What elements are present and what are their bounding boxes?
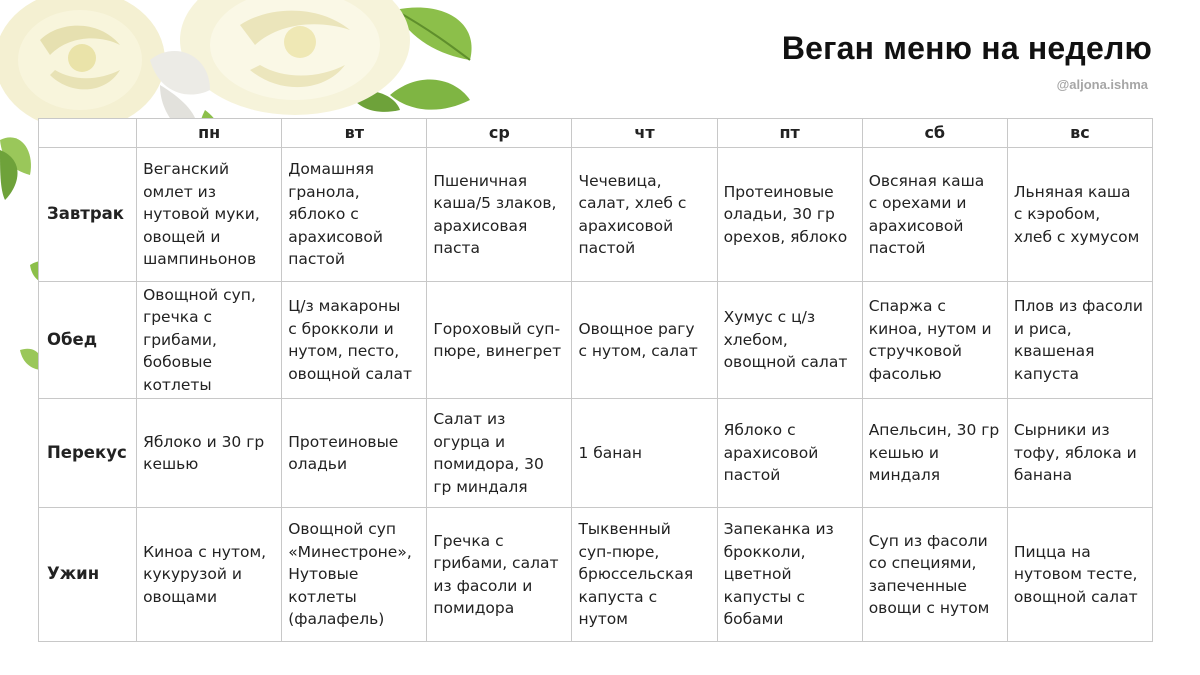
header-row <box>39 119 1153 148</box>
menu-table <box>38 118 1153 642</box>
table-row <box>39 148 1153 282</box>
day-header: ср <box>427 119 572 148</box>
menu-cell: Хумус с ц/з хлебом, овощной салат <box>717 282 862 399</box>
menu-cell: Овощной суп «Минестроне», Нутовые котлеты (фалафель) <box>282 508 427 642</box>
corner-cell <box>39 119 137 148</box>
menu-cell: Тыквенный суп-пюре, брюссельская капуста с нутом <box>572 508 717 642</box>
menu-cell: Гречка с грибами, салат из фасоли и помидора <box>427 508 572 642</box>
menu-cell: Протеиновые оладьи, 30 гр орехов, яблоко <box>717 148 862 282</box>
menu-cell: Сырники из тофу, яблока и банана <box>1007 399 1152 508</box>
day-header: вс <box>1007 119 1152 148</box>
menu-cell: Овощной суп, гречка с грибами, бобовые котлеты <box>137 282 282 399</box>
menu-cell: Суп из фасоли со специями, запеченные овощи с нутом <box>862 508 1007 642</box>
menu-cell: Чечевица, салат, хлеб с арахисовой пастой <box>572 148 717 282</box>
menu-cell: Киноа с нутом, кукурузой и овощами <box>137 508 282 642</box>
menu-cell: Веганский омлет из нутовой муки, овощей и шампиньонов <box>137 148 282 282</box>
table-row <box>39 399 1153 508</box>
day-header: пт <box>717 119 862 148</box>
menu-cell: Пшеничная каша/5 злаков, арахисовая паста <box>427 148 572 282</box>
rose-icon <box>0 0 165 130</box>
author-handle: @aljona.ishma <box>1056 77 1148 92</box>
menu-cell: Яблоко с арахисовой пастой <box>717 399 862 508</box>
meal-label: Завтрак <box>39 148 137 282</box>
page-title: Веган меню на неделю <box>781 30 1152 66</box>
day-header: вт <box>282 119 427 148</box>
table-row <box>39 508 1153 642</box>
menu-cell: Протеиновые оладьи <box>282 399 427 508</box>
table-row <box>39 282 1153 399</box>
meal-label: Ужин <box>39 508 137 642</box>
menu-cell: Апельсин, 30 гр кешью и миндаля <box>862 399 1007 508</box>
menu-cell: Овсяная каша с орехами и арахисовой пастой <box>862 148 1007 282</box>
day-header: чт <box>572 119 717 148</box>
menu-cell: Овощное рагу с нутом, салат <box>572 282 717 399</box>
menu-cell: Гороховый суп- пюре, винегрет <box>427 282 572 399</box>
menu-cell: 1 банан <box>572 399 717 508</box>
menu-cell: Салат из огурца и помидора, 30 гр миндаля <box>427 399 572 508</box>
meal-label: Обед <box>39 282 137 399</box>
meal-label: Перекус <box>39 399 137 508</box>
day-header: пн <box>137 119 282 148</box>
menu-cell: Ц/з макароны с брокколи и нутом, песто, овощной салат <box>282 282 427 399</box>
menu-cell: Спаржа с киноа, нутом и стручковой фасолью <box>862 282 1007 399</box>
menu-cell: Запеканка из брокколи, цветной капусты с бобами <box>717 508 862 642</box>
day-header: сб <box>862 119 1007 148</box>
menu-cell: Пицца на нутовом тесте, овощной салат <box>1007 508 1152 642</box>
menu-cell: Льняная каша с кэробом, хлеб с хумусом <box>1007 148 1152 282</box>
menu-cell: Плов из фасоли и риса, квашеная капуста <box>1007 282 1152 399</box>
menu-cell: Домашняя гранола, яблоко с арахисовой пастой <box>282 148 427 282</box>
menu-cell: Яблоко и 30 гр кешью <box>137 399 282 508</box>
